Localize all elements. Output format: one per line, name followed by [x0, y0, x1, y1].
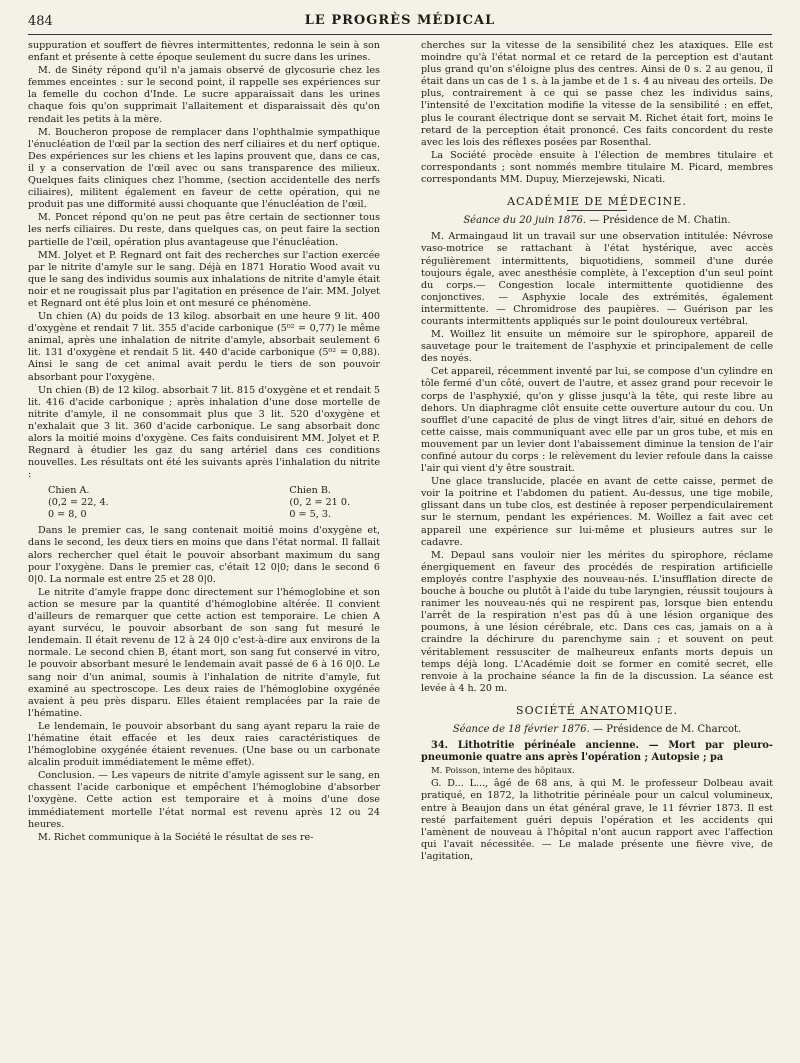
paragraph: suppuration et souffert de fièvres intermittentes, redonna le sein à son enfant et présente à cette époque seulement du sucre dans les urines.	[28, 40, 380, 64]
session-date: Séance du 20 juin 1876.	[463, 215, 587, 227]
section-title-anatomique: SOCIÉTÉ ANATOMIQUE.	[516, 703, 678, 717]
paragraph: M. de Sinéty répond qu'il n'a jamais observé de glycosurie chez les femmes enceintes : sur le second point, il rappelle ses expériences sur la femelle du cochon d'Inde. Le sucre apparaissait dans les urines chaque fois qu'on supprimait l'allaitement et disparaissait dès qu'on rendait les petits à la mère.	[28, 65, 380, 125]
paragraph: Cet appareil, récemment inventé par lui, se compose d'un cylindre en tôle fermé d'un côté, ouvert de l'autre, et assez grand pour recevoir le corps de l'asphyxié, qu'on y glisse jusqu'à la tête, qui reste libre au dehors. Un diaphragme clôt ensuite cette ouverture autour du cou. Un soufflet d'une capacité de plus de vingt litres d'air, situé en dehors de cette caisse, mais communiquant avec elle par un gros tube, et mis en mouvement par un levier dont l'abaissement diminue la tension de l'air confiné autour du corps : le relèvement du levier refoule dans la caisse l'air qui vient d'y être soustrait.	[421, 366, 773, 475]
paragraph: Le lendemain, le pouvoir absorbant du sang ayant reparu la raie de l'hématine était effacée et les deux raies caractéristiques de l'hémoglobine oxygénée étaient revenues. (Une base ou un carbonate alcalin produit immédiatement le même effet).	[28, 720, 380, 769]
table-col-chien-a	[48, 485, 109, 521]
paragraph: cherches sur la vitesse de la sensibilité chez les ataxiques. Elle est moindre qu'à l'état normal et ce retard de la perception est d'autant plus grand qu'on s'éloigne plus des centres. Ainsi de 0 s. 2 au genou, il était dans un cas de 1 s. à la jambe et de 1 s. 4 au niveau des orteils. De plus, contrairement à ce qui se passe chez les individus sains, l'intensité de l'excitation modifie la vitesse de la sensibilité : en effet, plus le courant électrique dont se servait M. Richet était fort, moins le retard de la perception était prononcé. Ces faits concordent du reste avec les lois des réflexes posées par Rosenthal.	[421, 40, 773, 148]
right-column	[421, 40, 773, 1055]
paragraph: Dans le premier cas, le sang contenait moitié moins d'oxygène et, dans le second, les deux tiers en moins que dans l'état normal. Il fallait alors rechercher quel était le pouvoir absorbant maximum du sang pour l'oxygène. Dans le premier cas, c'était 12 0|0; dans le second 6 0|0. La normale est entre 25 et 28 0|0.	[28, 525, 380, 585]
session-presidence: — Présidence de M. Charcot.	[593, 723, 742, 735]
paragraph: Un chien (A) du poids de 13 kilog. absorbait en une heure 9 lit. 400 d'oxygène et rendait 7 lit. 355 d'acide carbonique (5⁰² = 0,77) le même animal, après une inhalation de nitrite d'amyle, absorbait seulement 6 lit. 131 d'oxygène et rendait 5 lit. 440 d'acide carbonique (5⁰² = 0,88). Ainsi le sang de cet animal avait perdu le tiers de son pouvoir absorbant pour l'oxygène.	[28, 311, 380, 383]
paragraph: Un chien (B) de 12 kilog. absorbait 7 lit. 815 d'oxygène et et rendait 5 lit. 416 d'acide carbonique ; après inhalation d'une dose mortelle de nitrite d'amyle, il ne consommait plus que 3 lit. 520 d'oxygène et n'exhalait que 3 lit. 360 d'acide carbonique. Le sang absorbait donc alors la moitié moins d'oxygène. Ces faits conduisirent MM. Jolyet et P. Regnard à étudier les gaz du sang artériel dans ces conditions nouvelles. Les résultats ont été les suivants après l'inhalation du nitrite :	[28, 384, 380, 481]
paragraph: Une glace translucide, placée en avant de cette caisse, permet de voir la poitrine et l'abdomen du patient. Au-dessus, une tige mobile, glissant dans un tube clos, est destinée à reposer perpendiculairement sur le sternum, pendant les expériences. M. Woillez a fait avec cet appareil une expérience sur lui-même et plusieurs autres sur le cadavre.	[421, 476, 773, 548]
paragraph: M. Poncet répond qu'on ne peut pas être certain de sectionner tous les nerfs ciliaires. Du reste, dans quelques cas, on peut faire la section partielle de l'œil, opération plus avantageuse que l'énucléation.	[28, 212, 380, 248]
paragraph: M. Richet communique à la Société le résultat de ses re-	[38, 831, 314, 843]
session-presidence: — Présidence de M. Chatin.	[589, 215, 731, 227]
table-cell: 0 = 8, 0	[48, 509, 87, 521]
table-cell: (0,2 = 22, 4.	[48, 497, 109, 509]
paragraph: Conclusion. — Les vapeurs de nitrite d'amyle agissent sur le sang, en chassent l'acide carbonique et empêchent l'hémoglobine d'absorber l'oxygène. Cette action est temporaire et à moins d'une dose immédiatement mortelle l'état normal est revenu après 12 ou 24 heures.	[28, 770, 380, 830]
paragraph: M. Woillez lit ensuite un mémoire sur le spirophore, appareil de sauvetage pour le traitement de l'asphyxie et principalement de celle des noyés.	[421, 329, 773, 365]
paragraph: La Société procède ensuite à l'élection de membres titulaire et correspondants ; sont nommés membre titulaire M. Picard, membres correspondants MM. Dupuy, Mierzejewski, Nicati.	[421, 149, 773, 186]
paragraph: M. Boucheron propose de remplacer dans l'ophthalmie sympathique l'énucléation de l'œil par la section des nerf ciliaires et du nerf optique. Des expériences sur les chiens et les lapins prouvent que, dans ce cas, il y a conservation de l'œil avec ou sans transparence des milieux. Quelques faits cliniques chez l'homme, (section accidentelle des nerfs ciliaires), militent également en faveur de cette opération, qui ne produit pas une difformité aussi choquante que l'énucléation de l'œil.	[28, 126, 380, 211]
section-title-academie: ACADÉMIE DE MÉDECINE.	[507, 195, 687, 209]
paragraph: G. D... L..., âgé de 68 ans, à qui M. le professeur Dolbeau avait pratiqué, en 1872, la lithotritie périnéale pour un calcul volumineux, entre à Beaujon dans un état général grave, le 11 février 1873. Il est resté parfaitement guéri depuis l'opération et les accidents qui l'amènent de nouveau à l'hôpital n'ont aucun rapport avec l'affection qui l'avait nécessitée. — Le malade présente une fièvre vive, de l'agitation,	[421, 778, 773, 862]
case-title: 34. Lithotritie périnéale ancienne. — Mort par pleuro-pneumonie quatre ans après l'opération ; Autopsie ; pa	[421, 740, 773, 764]
table-cell: 0 = 5, 3.	[289, 509, 331, 521]
left-column	[28, 40, 380, 1055]
session-date: Séance de 18 février 1876.	[452, 723, 590, 735]
table-cell: (0, 2 = 21 0.	[289, 497, 350, 509]
session-line	[421, 215, 773, 227]
section-divider	[567, 719, 627, 720]
table-label: Chien B.	[289, 485, 331, 497]
case-author: M. Poisson, interne des hôpitaux.	[431, 766, 575, 777]
running-header	[28, 12, 772, 35]
paragraph: M. Armaingaud lit un travail sur une observation intitulée: Névrose vaso-motrice se rattachant à l'état hystérique, avec accès régulièrement intermittents, biquotidiens, sommeil d'une durée toujours égale, avec anesthésie complète, à l'exception d'un seul point du corps.— Congestion locale intermittente quotidienne des conjonctives. — Asphyxie locale des extrémités, également intermittente. — Chromidrose des paupières. — Guérison par les courants intermittents appliqués sur le point douloureux vertébral.	[421, 231, 773, 327]
paragraph: MM. Jolyet et P. Regnard ont fait des recherches sur l'action exercée par le nitrite d'amyle sur le sang. Déjà en 1871 Horatio Wood avait vu que le sang des individus soumis aux inhalations de nitrite d'amyle était noir et ne rougissait plus par l'agitation en présence de l'air. MM. Jolyet et Regnard ont été plus loin et ont mesuré ce phénomène.	[28, 249, 380, 309]
page-number: 484	[28, 14, 53, 29]
table-col-chien-b	[289, 485, 350, 521]
paragraph: M. Depaul sans vouloir nier les mérites du spirophore, réclame énergiquement en faveur des procédés de respiration artificielle employés contre l'asphyxie des nouveau-nés. L'insufflation directe de bouche à bouche ou plutôt à l'aide du tube laryngien, réussit toujours à ranimer les nouveau-nés qui ne respirent pas, lorsque bien entendu l'arrêt de la respiration n'est pas dû à une lésion organique des poumons, à une lésion cérébrale, etc. Dans ces cas, jamais on a à craindre la déchirure du parenchyme sain ; et souvent on peut véritablement ressusciter de malheureux enfants morts depuis un temps déjà long. L'Académie doit se former en comité secret, elle renvoie à la prochaine séance la fin de la discussion. La séance est levée à 4 h. 20 m.	[421, 549, 773, 694]
table-label: Chien A.	[48, 485, 90, 497]
section-divider	[567, 210, 627, 211]
gas-results-table	[28, 483, 380, 523]
paragraph: Le nitrite d'amyle frappe donc directement sur l'hémoglobine et son action se mesure par la quantité d'hémoglobine altérée. Il convient d'ailleurs de remarquer que cette action est temporaire. Le chien A ayant survécu, le pouvoir absorbant de son sang fut mesuré le lendemain. Il était revenu de 12 à 24 0|0 c'est-à-dire aux environs de la normale. Le second chien B, étant mort, son sang fut conservé in vitro, le pouvoir absorbant mesuré le lendemain avait passé de 6 à 16 0|0. Le sang noir d'un animal, soumis à l'inhalation de nitrite d'amyle, fut examiné au spectroscope. Les deux raies de l'hémoglobine oxygénée avaient à peu près disparu. Elles étaient remplacées par la raie de l'hématine.	[28, 586, 380, 719]
session-line	[421, 724, 773, 736]
journal-title: LE PROGRÈS MÉDICAL	[304, 13, 496, 28]
